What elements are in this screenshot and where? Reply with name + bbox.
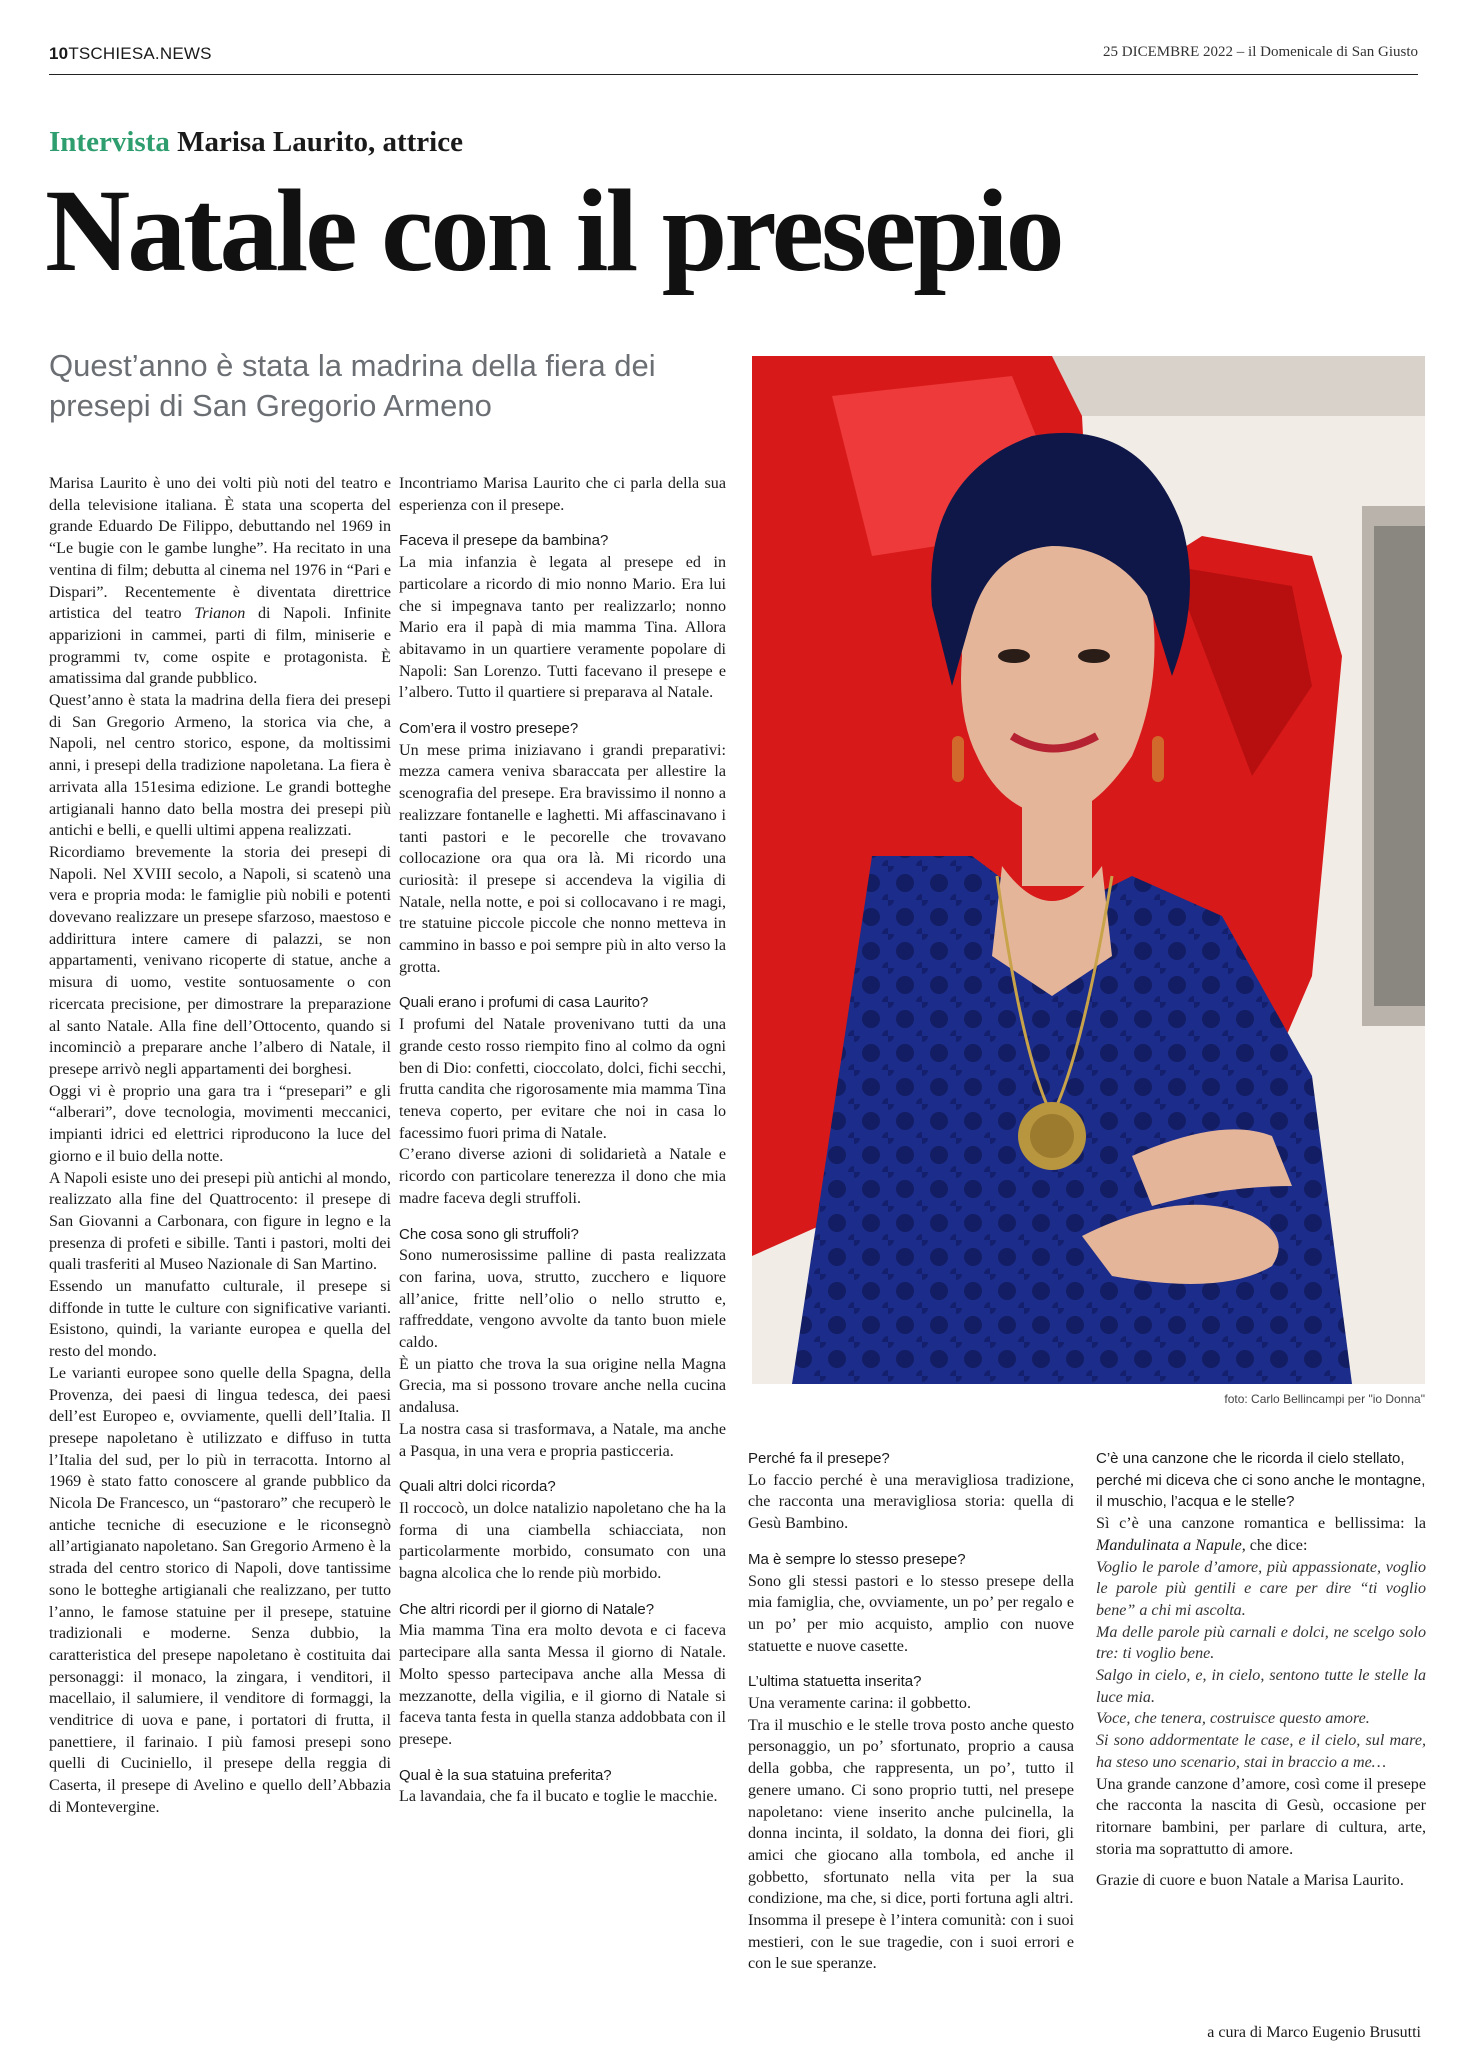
interview-question: Che cosa sono gli struffoli? <box>399 1225 579 1243</box>
page-number: 10 <box>49 44 69 63</box>
interview-answer: Sono numerosissime palline di pasta realizzata con farina, uova, strutto, zucchero e liquore all’anice, fritte nell’olio o nello strutto e, raffreddate, vengono avvolte da tanto buon miele caldo. <box>399 1247 726 1352</box>
interview-question: Com’era il vostro presepe? <box>399 720 579 738</box>
song-lyric: Voce, che tenera, costruisce questo amore. <box>1096 1710 1370 1728</box>
interview-answer: Sì c’è una canzone romantica e bellissima: la Mandulinata a Napule, che dice: <box>1096 1515 1426 1554</box>
interview-question: L’ultima statuetta inserita? <box>748 1673 922 1691</box>
interview-answer: Lo faccio perché è una meravigliosa tradizione, che racconta una meravigliosa storia: quella di Gesù Bambino. <box>748 1471 1074 1533</box>
section-name: TSCHIESA.NEWS <box>68 44 212 63</box>
intro-paragraph: Incontriamo Marisa Laurito che ci parla della sua esperienza con il presepe. <box>399 475 726 514</box>
song-lyric: Si sono addormentate le case, e il cielo, sul mare, ha steso uno scenario, stai in braccio a me… <box>1096 1732 1426 1771</box>
interview-question: Qual è la sua statuina preferita? <box>399 1766 612 1784</box>
kicker-label: Intervista <box>49 126 170 158</box>
paragraph: Ricordiamo brevemente la storia dei presepi di Napoli. Nel XVIII secolo, a Napoli, si scatenò una vera e propria moda: le famiglie più nobili e potenti dovevano realizzare un presepe sfarzoso, maestoso e addirittura intere camere di palazzi, se non appartamenti, venivano ricoperte di statue, anche a misura di uomo, vestite sontuosamente o con ricercata precisione, per dimostrare la preparazione al santo Natale. Alla fine dell’Ottocento, quando si incominciò a preparare anche l’albero di Natale, il presepe arrivò negli appartamenti dei borghesi. <box>49 843 391 1078</box>
photo-credit: foto: Carlo Bellincampi per "io Donna" <box>1224 1392 1425 1406</box>
header-rule <box>49 74 1418 75</box>
interview-answer: La lavandaia, che fa il bucato e toglie le macchie. <box>399 1788 718 1806</box>
column-2 <box>399 473 726 1808</box>
interview-answer: Mia mamma Tina era molto devota e ci faceva partecipare alla santa Messa il giorno di Natale. Molto spesso partecipava anche alla Messa di mezzanotte, della vigilia, e il giorno di Natale si faceva tanta festa in quella stanza addobbata con il presepe. <box>399 1622 726 1748</box>
author-signoff: a cura di Marco Eugenio Brusutti <box>1207 2024 1421 2041</box>
closing-thanks: Grazie di cuore e buon Natale a Marisa Laurito. <box>1096 1872 1404 1890</box>
paragraph: Marisa Laurito è uno dei volti più noti del teatro e della televisione italiana. È stata una scoperta del grande Eduardo De Filippo, debuttando nel 1969 in “Le bugie con le gambe lunghe”. Ha recitato in una ventina di film; debutta al cinema nel 1976 in “Pari e Dispari”. Recentemente è diventata direttrice artistica del teatro Trianon di Napoli. Infinite apparizioni in cammei, parti di film, miniserie e programmi tv, come ospite e protagonista. È amatissima dal grande pubblico. <box>49 475 392 688</box>
interview-answer: Il roccocò, un dolce natalizio napoletano che ha la forma di una ciambella schiacciata, non particolarmente morbido, consumato con una bagna alcolica che lo rende più morbido. <box>399 1499 726 1583</box>
song-lyric: Voglio le parole d’amore, più appassionate, voglio le parole più gentili e care per dire “ti voglio bene” a chi mi ascolta. <box>1096 1558 1426 1619</box>
column-4 <box>1096 1448 1426 1892</box>
page-header-left <box>49 44 212 64</box>
interview-question: Perché fa il presepe? <box>748 1450 890 1467</box>
song-lyric: Salgo in cielo, e, in cielo, sentono tutte le stelle la luce mia. <box>1096 1667 1426 1706</box>
interview-answer: Tra il muschio e le stelle trova posto anche questo personaggio, un po’ sfortunato, proprio a causa della gobba, che rappresenta, un po’, tutto il genere umano. Ci sono proprio tutti, nel presepe napoletano: viene inserito anche pulcinella, la donna incinta, il soldato, la donna dei fiori, gli amici che giocano alla tombola, ed anche il gobbetto, sfortunato nella vita per la sua condizione, ma che, si dice, porti fortuna agli altri. <box>748 1716 1074 1908</box>
paragraph: Quest’anno è stata la madrina della fiera dei presepi di San Gregorio Armeno, la storica via che, a Napoli, nel centro storico, espone, da moltissimi anni, i presepi della tradizione napoletana. La fiera è arrivata alla 151esima edizione. Le grandi botteghe artigianali hanno dato bella mostra dei presepi più antichi e belli, e quelli ultimi appena realizzati. <box>49 692 391 840</box>
song-lyric: Ma delle parole più carnali e dolci, ne scelgo solo tre: ti voglio bene. <box>1096 1623 1426 1663</box>
interview-question: Ma è sempre lo stesso presepe? <box>748 1550 966 1568</box>
interview-answer: È un piatto che trova la sua origine nella Magna Grecia, ma si possono trovare anche nella cucina andalusa. <box>399 1355 726 1417</box>
interview-question: Faceva il presepe da bambina? <box>399 532 609 550</box>
interview-question: C’è una canzone che le ricorda il cielo stellato, perché mi diceva che ci sono anche le montagne, il muschio, l’acqua e le stelle? <box>1096 1450 1426 1511</box>
interview-question: Quali altri dolci ricorda? <box>399 1478 556 1496</box>
interview-answer: Un mese prima iniziavano i grandi preparativi: mezza camera veniva sbaraccata per allestire la scenografia del presepe. Era bravissimo il nonno a realizzare fontanelle e laghetti. Mi affascinavano i tanti pastori e le pecorelle che trovavano collocazione ora qua ora là. Mi ricordo una curiosità: il presepe si accendeva la vigilia di Natale, nella notte, e poi si collocavano i re magi, tre statuine piccole piccole che nonno metteva in cammino in basso e poi sempre più in alto verso la grotta. <box>399 741 726 976</box>
interview-answer: I profumi del Natale provenivano tutti da una grande cesto rosso riempito fino al colmo da ogni ben di Dio: confetti, cioccolato, dolci, fichi secchi, frutta candita che rigorosamente mia mamma Tina teneva coperto, per evitare che noi in casa lo facessimo fuori prima di Natale. <box>399 1016 726 1142</box>
page-header-date: 25 DICEMBRE 2022 – il Domenicale di San Giusto <box>1103 44 1418 60</box>
paragraph: Le varianti europee sono quelle della Spagna, della Provenza, dei paesi di lingua tedesca, dei paesi dell’est Europeo e, ovviamente, quelli dell’Italia. Il presepe napoletano è utilizzato e diffuso in tutta l’Italia del sud, per lo più in terracotta. Intorno al 1969 è stato fatto conoscere al grande pubblico da Nicola De Francesco, un “pastoraro” che recuperò le antiche tecniche di esecuzione e le riconsegnò all’artigianato napoletano. San Gregorio Armeno è la strada del centro storico di Napoli, dove tantissime sono le botteghe artigianali che realizzano, per tutto l’anno, le famose statuine per il presepe, statuine tradizionali e moderne. Senza dubbio, la caratteristica del presepe napoletano è costituita dai personaggi: il monaco, la zingara, i venditori, il macellaio, il salumiere, il venditore di formaggi, la venditrice di uova e pane, i portatori di frutta, il panettiere, il farinaio. I più famosi presepi sono quelli di Cuciniello, il presepe della reggia di Caserta, il presepe di Avelino e quello dell’Abbazia di Montevergine. <box>49 1364 391 1816</box>
interview-answer: Sono gli stessi pastori e lo stesso presepe della mia famiglia, che, ovviamente, un po’ per regalo e un po’ per mio acquisto, amplio con nuove statuette e nuove casette. <box>748 1572 1074 1655</box>
paragraph: A Napoli esiste uno dei presepi più antichi al mondo, realizzato alla fine del Quattrocento: il presepe di San Giovanni a Carbonara, con figure in legno e la presenza di profeti e sibille. Tanti i pastori, molti dei quali trasferiti al Museo Nazionale di San Martino. <box>49 1169 391 1274</box>
portrait-illustration <box>752 356 1425 1384</box>
interview-answer: C’erano diverse azioni di solidarietà a Natale e ricordo con particolare tenerezza il dono che mia madre faceva degli struffoli. <box>399 1146 726 1207</box>
interview-question: Quali erano i profumi di casa Laurito? <box>399 994 649 1012</box>
interview-answer: La mia infanzia è legata al presepe ed in particolare a ricordo di mio nonno Mario. Era lui che si impegnava tanto per realizzarlo; nonno Mario era il papà di mia mamma Tina. Allora abitavamo in un quartiere veramente popolare di Napoli: San Lorenzo. Tutti facevano il presepe e l’albero. Tutto il quartiere si preparava al Natale. <box>399 554 726 702</box>
kicker <box>49 126 463 159</box>
paragraph: Essendo un manufatto culturale, il presepe si diffonde in tutte le culture con significative varianti. Esistono, quindi, la variante europea e quella del resto del mondo. <box>49 1278 391 1361</box>
paragraph: Oggi vi è proprio una gara tra i “presepari” e gli “alberari”, dove tecnologia, movimenti meccanici, impianti idrici ed elettrici riproducono la luce del giorno e il buio della notte. <box>49 1082 391 1165</box>
interview-answer: Insomma il presepe è l’intera comunità: con i suoi mestieri, con le sue tragedie, con i suoi errori e con le sue speranze. <box>748 1912 1074 1973</box>
headline: Natale con il presepio <box>45 165 1062 296</box>
portrait-photo <box>752 356 1425 1384</box>
kicker-subject: Marisa Laurito, attrice <box>177 126 463 158</box>
column-1 <box>49 473 391 1819</box>
deck-subtitle: Quest’anno è stata la madrina della fiera dei presepi di San Gregorio Armeno <box>49 348 656 423</box>
interview-answer: Una grande canzone d’amore, così come il presepe che racconta la nascita di Gesù, occasione per ritornare bambini, per parlare di cultura, arte, storia ma soprattutto di amore. <box>1096 1775 1426 1858</box>
interview-question: Che altri ricordi per il giorno di Natale? <box>399 1600 655 1618</box>
interview-answer: Una veramente carina: il gobbetto. <box>748 1695 971 1713</box>
interview-answer: La nostra casa si trasformava, a Natale, ma anche a Pasqua, in una vera e propria pasticceria. <box>399 1420 726 1460</box>
column-3 <box>748 1448 1074 1975</box>
